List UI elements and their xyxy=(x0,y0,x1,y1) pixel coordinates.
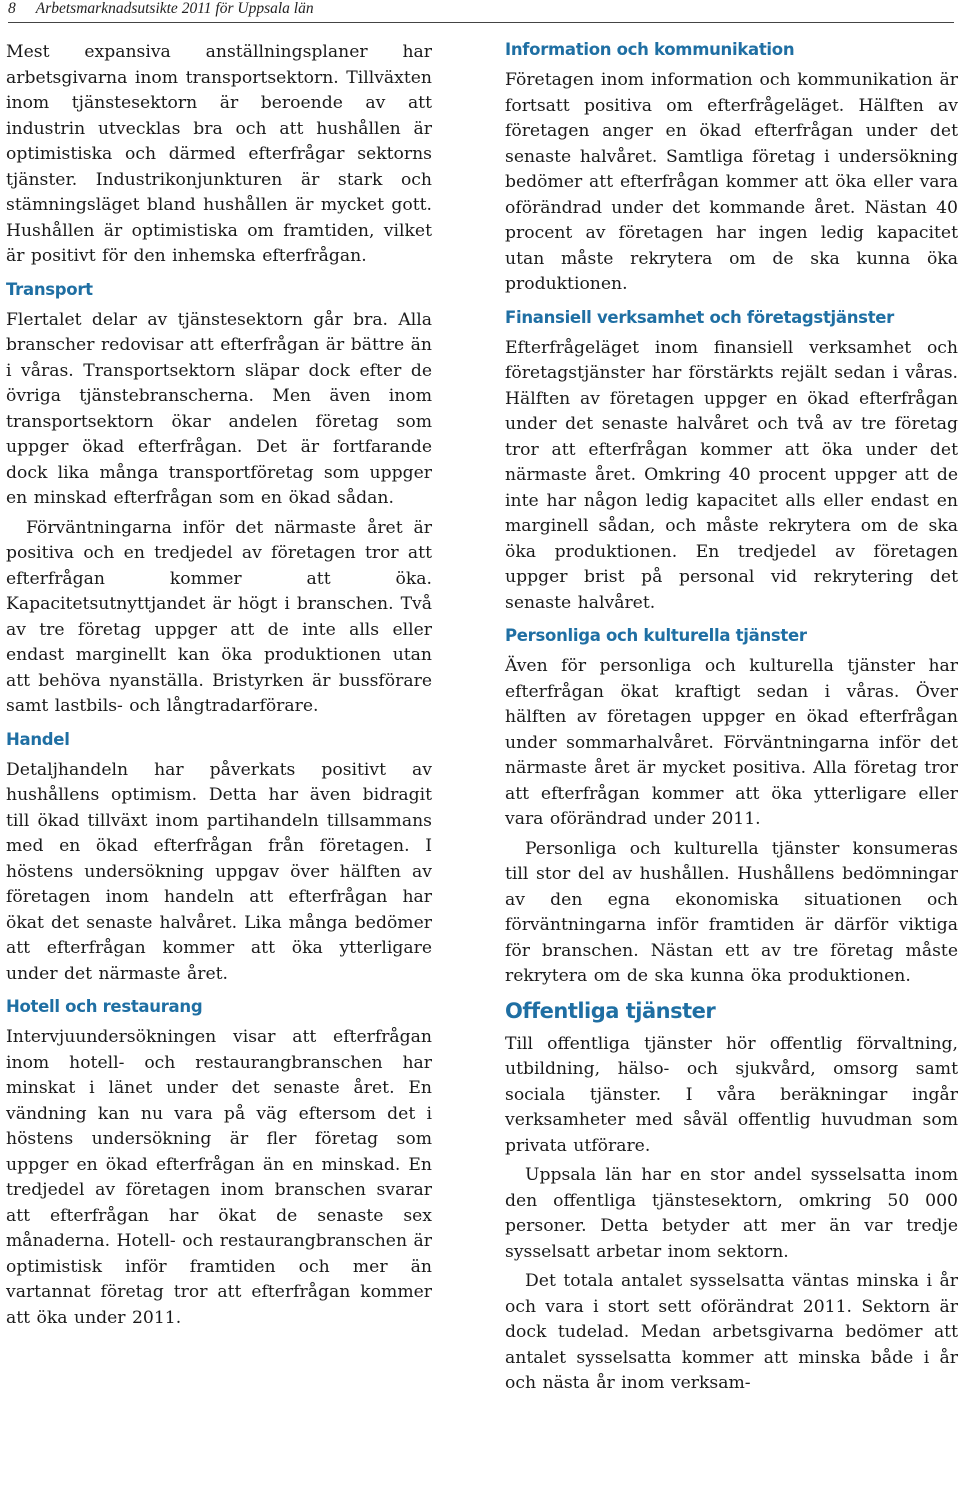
transport-paragraph-1: Flertalet delar av tjänstesektorn går bra. Alla branscher redovisar att efterfrågan är bättre än i våras. Transportsektorn släpar dock efter de övriga tjänstebranscherna. Men även inom transportsektorn ökar andelen företag som uppger ökad efterfrågan. Det är fortfarande dock lika många transportföretag som uppger en minskad efterfrågan som en ökad sådan. xyxy=(6,309,432,508)
section-heading-personliga: Personliga och kulturella tjänster xyxy=(505,626,807,645)
transport-paragraph-2: Förväntningarna inför det närmaste året är positiva och en tredjedel av företagen tror att efterfrågan kommer att öka. Kapacitetsutnyttjandet är högt i branschen. Två av tre företag uppger att de inte alls eller endast marginellt kan öka produktionen utan att behöva nyanställa. Bristyrken är bussförare samt lastbils- och långtradarförare. xyxy=(6,517,432,716)
information-paragraph-1: Företagen inom information och kommunikation är fortsatt positiva om efterfrågeläget. Hälften av företagen anger en ökad efterfrågan under det senaste halvåret. Samtliga företag i undersökning bedömer att efterfrågan kommer att öka eller vara oförändrad under det kommande året. Nästan 40 procent av företagen har ingen ledig kapacitet utan måste rekrytera om de ska kunna öka produktionen. xyxy=(505,70,958,294)
personliga-paragraph-2: Personliga och kulturella tjänster konsumeras till stor del av hushållen. Hushållens bedömningar av den egna ekonomiska situationen och förväntningarna inför framtiden är därför viktiga för branschen. Nästan ett av tre företag måste rekrytera om de ska kunna öka produktionen. xyxy=(505,838,958,986)
hotell-paragraph-1: Intervjuundersökningen visar att efterfrågan inom hotell- och restaurangbranschen har minskat i länet under det senaste året. En vändning kan nu vara på väg eftersom det i höstens undersökning är fler företag som uppger en ökad efterfrågan än en minskad. En tredjedel av företagen inom branschen svarar att efterfrågan har ökat de senaste sex månaderna. Hotell- och restaurangbranschen är optimistisk inför framtiden och mer än vartannat företag tror att efterfrågan kommer att öka under 2011. xyxy=(6,1027,432,1328)
page-header xyxy=(8,0,954,23)
section-heading-handel: Handel xyxy=(6,729,70,749)
page-number: 8 xyxy=(8,0,16,17)
personliga-paragraph-1: Även för personliga och kulturella tjänster har efterfrågan ökat kraftigt sedan i våras. Över hälften av företagen uppger en ökad efterfrågan under sommarhalvåret. Förväntningarna inför det närmaste året är mycket positiva. Alla företag tror att efterfrågan kommer att öka ytterligare eller vara oförändrad under 2011. xyxy=(505,656,958,829)
handel-paragraph-1: Detaljhandeln har påverkats positivt av hushållens optimism. Detta har även bidragit till ökad tillväxt inom partihandeln tillsammans med en ökad efterfrågan från företagen. I höstens undersökning uppgav över hälften av företagen inom handeln att efterfrågan har ökat det senaste halvåret. Lika många bedömer att efterfrågan kommer att öka ytterligare under det närmaste året. xyxy=(6,759,432,984)
section-heading-information: Information och kommunikation xyxy=(505,40,795,59)
section-heading-transport: Transport xyxy=(6,279,93,299)
section-heading-hotell: Hotell och restaurang xyxy=(6,997,203,1016)
right-column xyxy=(505,40,958,1397)
left-column xyxy=(6,40,432,1331)
offentliga-paragraph-1: Till offentliga tjänster hör offentlig förvaltning, utbildning, hälso- och sjukvård, omsorg samt sociala tjänster. I våra beräkningar ingår verksamheter med såväl offentlig huvudman som privata utförare. xyxy=(505,1033,958,1156)
offentliga-paragraph-2: Uppsala län har en stor andel sysselsatta inom den offentliga tjänstesektorn, omkring 50 000 personer. Detta betyder att mer än var tredje sysselsatt arbetar inom sektorn. xyxy=(505,1165,958,1262)
offentliga-paragraph-3: Det totala antalet sysselsatta väntas minska i år och vara i stort sett oförändrat 2011. Sektorn är dock tudelad. Medan arbetsgivarna bedömer att antalet sysselsatta kommer att minska både i år och nästa år inom verksam- xyxy=(505,1271,958,1393)
section-heading-offentliga: Offentliga tjänster xyxy=(505,998,716,1023)
section-heading-finansiell: Finansiell verksamhet och företagstjänster xyxy=(505,307,895,327)
intro-paragraph: Mest expansiva anställningsplaner har arbetsgivarna inom transportsektorn. Tillväxten inom tjänstesektorn är beroende av att industrin utvecklas bra och att hushållen är optimistiska och därmed efterfrågar sektorns tjänster. Industrikonjunkturen är stark och stämningsläget bland hushållen är mycket gott. Hushållen är optimistiska om framtiden, vilket är positivt för den inhemska efterfrågan. xyxy=(6,42,432,266)
finansiell-paragraph-1: Efterfrågeläget inom finansiell verksamhet och företagstjänster har förstärkts rejält sedan i våras. Hälften av företagen uppger en ökad efterfrågan under det senaste halvåret och två av tre företag tror att efterfrågan kommer att öka under det närmaste året. Omkring 40 procent uppger att de inte har någon ledig kapacitet alls eller endast en marginell sådan, och måste rekrytera om de ska öka produktionen. En tredjedel av företagen uppger brist på personal vid rekrytering det senaste halvåret. xyxy=(505,337,958,613)
running-title: Arbetsmarknadsutsikte 2011 för Uppsala län xyxy=(35,0,314,17)
